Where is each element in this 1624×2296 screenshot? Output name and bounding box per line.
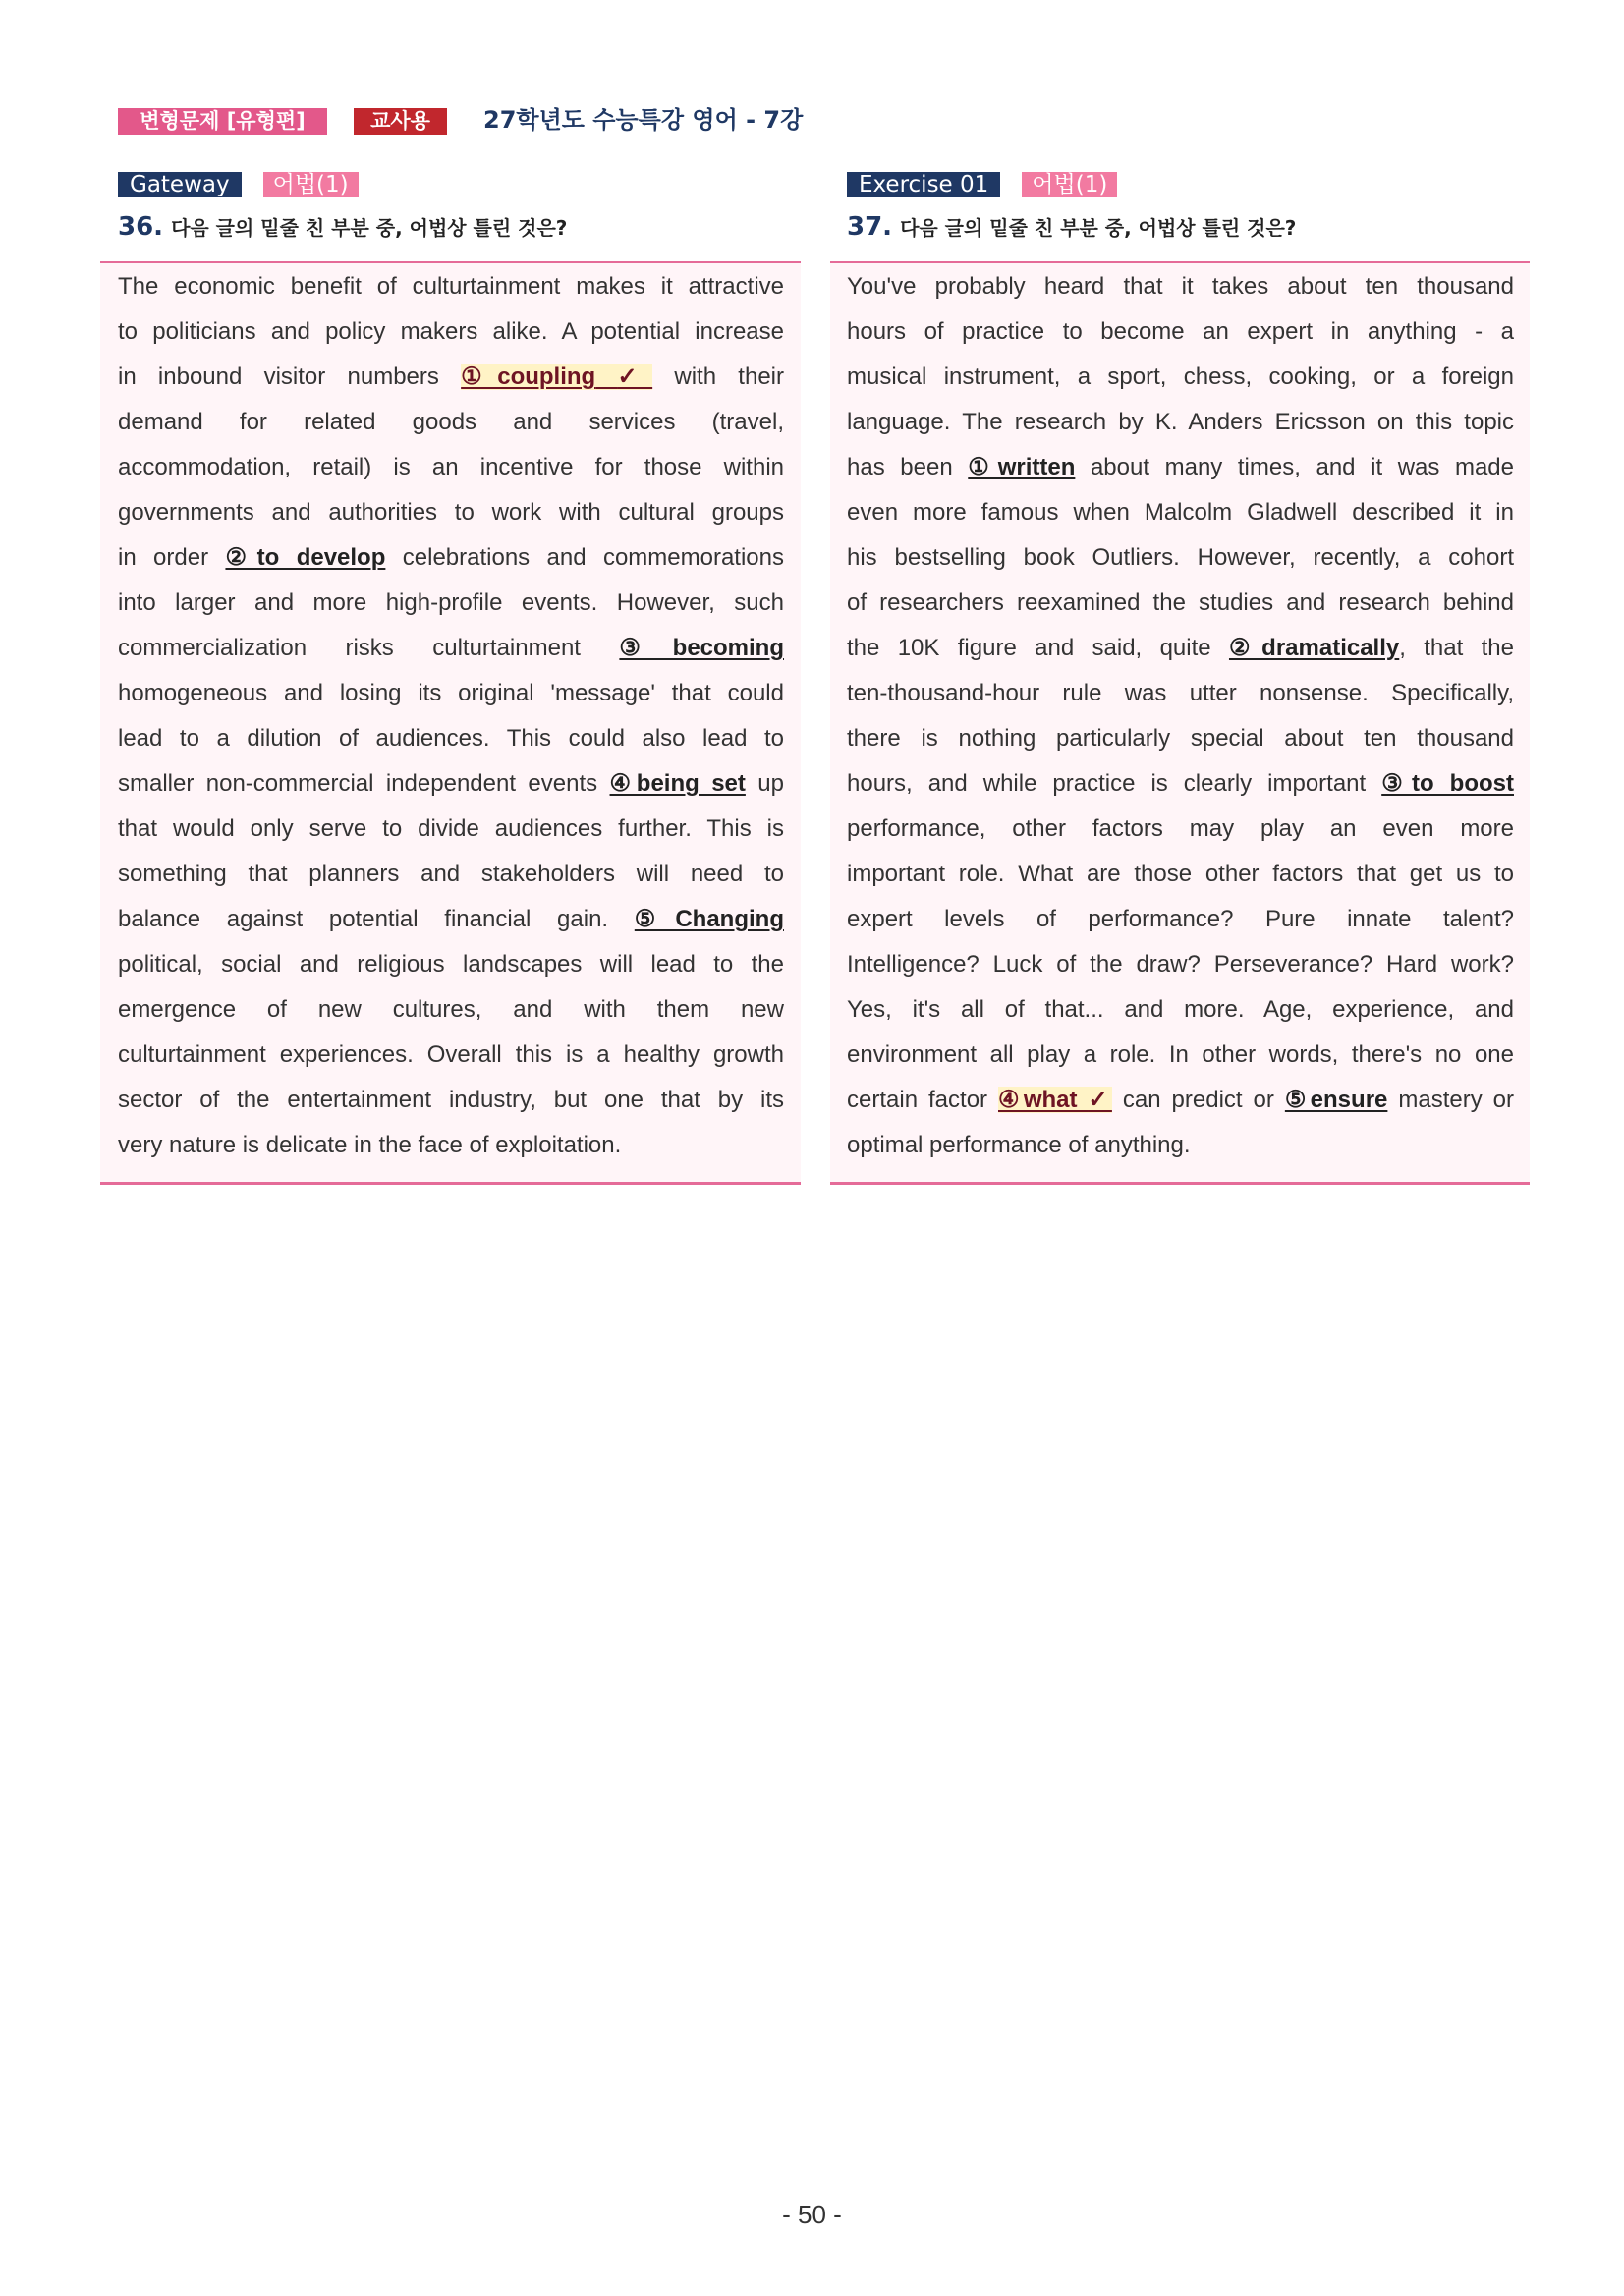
passage-line [118, 716, 784, 761]
passage-text: Yes, it's all of that... and more. Age, experience, and [847, 996, 1514, 1023]
passage-text: culturtainment experiences. Overall this is a healthy growth [118, 1041, 784, 1068]
passage-line [847, 490, 1514, 535]
passage-line [118, 264, 784, 309]
question-badges [118, 172, 359, 197]
choice-text: ②dramatically [1228, 635, 1400, 661]
underlined-choice [1285, 1087, 1388, 1113]
passage-text: that would only serve to divide audiences further. This is [118, 815, 784, 842]
passage-text: can predict or [1111, 1087, 1285, 1113]
gateway-badge: Gateway [118, 172, 242, 197]
passage-text: hours, and while practice is clearly important [847, 770, 1382, 797]
passage-box [100, 261, 801, 1185]
passage-text: accommodation, retail) is an incentive for those within [118, 454, 784, 480]
passage-text: even more famous when Malcolm Gladwell described it in [847, 499, 1514, 526]
passage-text: expert levels of performance? Pure innate talent? [847, 906, 1514, 932]
choice-text: ④what [998, 1087, 1078, 1113]
document-title: 27학년도 수능특강 영어 - 7강 [483, 106, 804, 134]
passage-text: language. The research by K. Anders Ericsson on this topic [847, 409, 1514, 435]
exercise-badge: Exercise 01 [847, 172, 1000, 197]
question-prompt: 다음 글의 밑줄 친 부분 중, 어법상 틀린 것은? [900, 216, 1297, 240]
choice-text: ①written [968, 454, 1076, 480]
passage-text: to politicians and policy makers alike. A potential increase [118, 318, 784, 345]
answer-choice [461, 364, 652, 390]
passage-line [118, 1033, 784, 1078]
variant-problem-tag: 변형문제 [유형편] [118, 108, 327, 135]
passage-text: very nature is delicate in the face of exploitation. [118, 1132, 622, 1158]
passage-text: musical instrument, a sport, chess, cooking, or a foreign [847, 364, 1514, 390]
passage-text: ten-thousand-hour rule was utter nonsense. Specifically, [847, 680, 1514, 706]
passage-line [118, 626, 784, 671]
passage-line [847, 626, 1514, 671]
choice-text: ③to boost [1381, 770, 1514, 797]
passage-text: , that the [1399, 635, 1514, 661]
passage-text: environment all play a role. In other words, there's no one [847, 1041, 1514, 1068]
passage-text: into larger and more high-profile events. However, such [118, 589, 784, 616]
passage-text: of researchers reexamined the studies and research behind [847, 589, 1514, 616]
passage-text: You've probably heard that it takes about ten thousand [847, 273, 1514, 300]
question-36-column [100, 169, 801, 1191]
passage-text: has been [847, 454, 969, 480]
passage-text: mastery or [1387, 1087, 1514, 1113]
passage-text: important role. What are those other factors that get us to [847, 861, 1514, 887]
passage-line [118, 807, 784, 852]
question-prompt: 다음 글의 밑줄 친 부분 중, 어법상 틀린 것은? [171, 216, 568, 240]
passage-text: in inbound visitor numbers [118, 364, 462, 390]
passage-line [847, 671, 1514, 716]
check-mark-icon: ✓ [1088, 1087, 1112, 1113]
passage-line [118, 671, 784, 716]
passage-text: with their [652, 364, 784, 390]
passage-text: something that planners and stakeholders will need to [118, 861, 784, 887]
teacher-edition-tag: 교사용 [354, 108, 447, 135]
question-37-column [830, 169, 1530, 1191]
passage-line [847, 852, 1514, 897]
choice-text: ⑤ensure [1284, 1087, 1388, 1113]
passage-text: governments and authorities to work with cultural groups [118, 499, 784, 526]
passage-line [118, 1123, 784, 1168]
passage-box [830, 261, 1530, 1185]
passage-line [847, 535, 1514, 581]
question-number: 36. [118, 212, 164, 242]
passage-text: the 10K figure and said, quite [847, 635, 1229, 661]
passage-line [847, 581, 1514, 626]
question-badges [847, 172, 1117, 197]
passage-text: homogeneous and losing its original 'message' that could [118, 680, 784, 706]
passage-text: lead to a dilution of audiences. This could also lead to [118, 725, 784, 752]
passage-line [118, 942, 784, 987]
passage-line [847, 987, 1514, 1033]
passage-line [847, 355, 1514, 400]
check-mark-icon: ✓ [617, 364, 653, 390]
passage-text: demand for related goods and services (travel, [118, 409, 784, 435]
passage-line [118, 852, 784, 897]
underlined-choice [619, 635, 784, 661]
passage-line [118, 581, 784, 626]
passage-text: optimal performance of anything. [847, 1132, 1191, 1158]
passage-text: about many times, and it was made [1075, 454, 1514, 480]
passage-text: celebrations and commemorations [385, 544, 784, 571]
passage-line [118, 445, 784, 490]
passage-line [847, 264, 1514, 309]
choice-text: ④being set [609, 770, 746, 797]
passage-text: his bestselling book Outliers. However, recently, a cohort [847, 544, 1514, 571]
underlined-choice [968, 454, 1075, 480]
passage-line [847, 1033, 1514, 1078]
passage-text: performance, other factors may play an even more [847, 815, 1514, 842]
passage-line [118, 987, 784, 1033]
passage-text: there is nothing particularly special about ten thousand [847, 725, 1514, 752]
category-badge: 어법(1) [1022, 172, 1117, 197]
choice-text: ③becoming [619, 635, 784, 661]
passage-line [118, 400, 784, 445]
underlined-choice [610, 770, 746, 797]
passage-text: political, social and religious landscapes will lead to the [118, 951, 784, 978]
passage-text: sector of the entertainment industry, but one that by its [118, 1087, 784, 1113]
passage-line [118, 1078, 784, 1123]
question-header [118, 210, 567, 247]
passage-line [847, 897, 1514, 942]
answer-choice [998, 1087, 1112, 1113]
passage-text: up [745, 770, 784, 797]
passage-text: smaller non-commercial independent events [118, 770, 610, 797]
passage-line [847, 761, 1514, 807]
passage-line [847, 1078, 1514, 1123]
passage-line [847, 807, 1514, 852]
passage-text: balance against potential financial gain. [118, 906, 635, 932]
underlined-choice [635, 906, 784, 932]
passage-line [118, 309, 784, 355]
choice-text: ⑤Changing [634, 906, 784, 932]
passage-text: hours of practice to become an expert in anything - a [847, 318, 1514, 345]
underlined-choice [1381, 770, 1514, 797]
underlined-choice [1229, 635, 1399, 661]
passage-line [847, 942, 1514, 987]
passage-line [847, 400, 1514, 445]
category-badge: 어법(1) [263, 172, 359, 197]
passage-text: emergence of new cultures, and with them new [118, 996, 784, 1023]
question-header [847, 210, 1296, 247]
passage-text: commercialization risks culturtainment [118, 635, 620, 661]
choice-text: ②to develop [225, 544, 386, 571]
passage-line [847, 716, 1514, 761]
passage-line [118, 535, 784, 581]
page-number: - 50 - [782, 2200, 842, 2229]
choice-text: ①coupling [461, 364, 596, 390]
passage-text: Intelligence? Luck of the draw? Perseverance? Hard work? [847, 951, 1514, 978]
passage-line [118, 761, 784, 807]
passage-text: The economic benefit of culturtainment makes it attractive [118, 273, 784, 300]
underlined-choice [225, 544, 385, 571]
passage-line [847, 309, 1514, 355]
passage-line [118, 897, 784, 942]
passage-line [847, 445, 1514, 490]
passage-text: in order [118, 544, 226, 571]
passage-line [118, 355, 784, 400]
passage-text: certain factor [847, 1087, 998, 1113]
question-number: 37. [847, 212, 893, 242]
passage-line [847, 1123, 1514, 1168]
passage-line [118, 490, 784, 535]
